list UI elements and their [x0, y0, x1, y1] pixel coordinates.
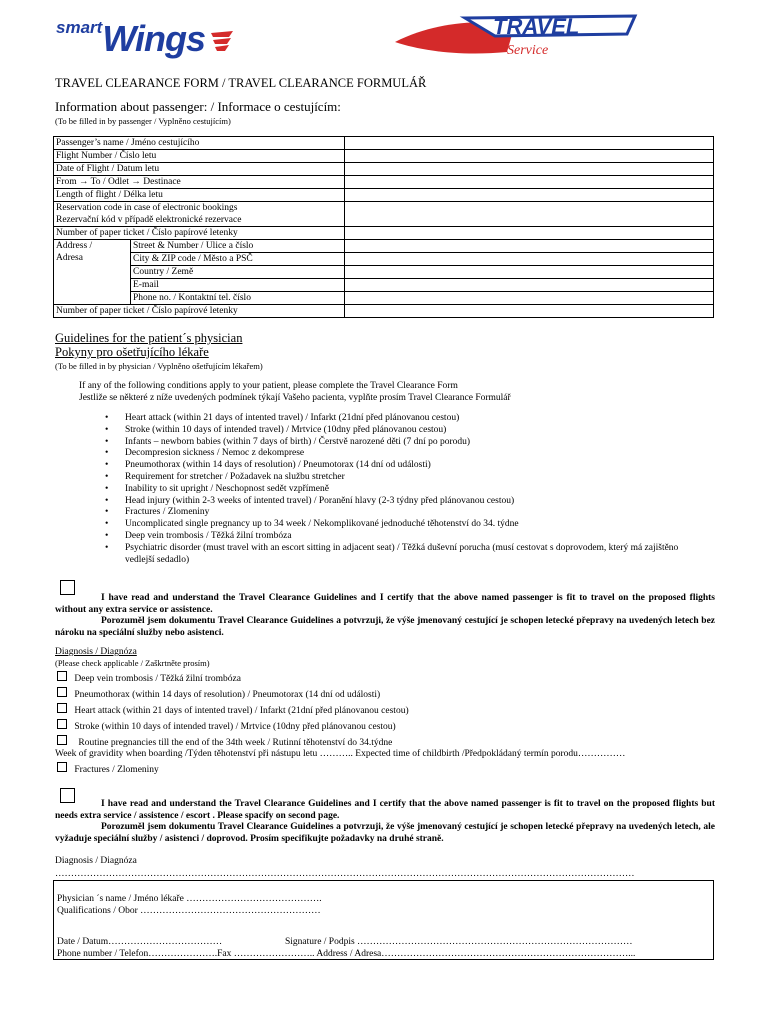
row-label: Phone no. / Kontaktní tel. číslo — [131, 292, 345, 305]
flight-date-field[interactable] — [345, 163, 714, 176]
travel-service-logo — [395, 12, 645, 62]
smartwings-logo-small: smart — [56, 18, 103, 37]
row-label: Number of paper ticket / Číslo papírové letenky — [54, 227, 345, 240]
list-item: • Infants – newborn babies (within 7 days of birth) / Čerstvě narozené děti (7 dní po porodu) — [105, 437, 705, 449]
email-field[interactable] — [345, 279, 714, 292]
travel-logo-main-text: TRAVEL — [493, 14, 580, 39]
address-label — [54, 240, 131, 305]
table-row — [54, 163, 714, 176]
diagnosis-item-label: Stroke (within 10 days of intended travel) / Mrtvice (10dny před plánovanou cestou) — [74, 722, 396, 732]
physician-heading-cz: Pokyny pro ošetřujícího lékaře — [55, 345, 209, 359]
table-row — [54, 176, 714, 189]
certification-2-en: I have read and understand the Travel Clearance Guidelines and I certify that the above named passenger is fit to travel on the proposed flights but needs extra service / assistence / escort . Please spacify on second page. — [55, 799, 715, 821]
address-label-line: Address / — [56, 241, 93, 251]
list-item: • Fractures / Zlomeniny — [105, 507, 705, 519]
travel-service-logo-swoosh — [395, 12, 645, 62]
diagnosis-item-3 — [57, 703, 409, 717]
passenger-note: (To be filled in by passenger / Vyplněno cestujícím) — [55, 116, 231, 126]
flight-number-field[interactable] — [345, 150, 714, 163]
passenger-name-field[interactable] — [345, 137, 714, 150]
phone-field[interactable] — [345, 292, 714, 305]
table-row — [54, 150, 714, 163]
physician-signature-box — [53, 880, 714, 960]
row-label: Date of Flight / Datum letu — [54, 163, 345, 176]
passenger-heading — [55, 99, 341, 126]
list-item: • Psychiatric disorder (must travel with an escort sitting in adjacent seat) / Těžká duševní porucha (musí cestovat s doprovodem, který má zajištěno vedlejší sedadlo) — [105, 543, 705, 567]
checkbox[interactable] — [57, 687, 67, 697]
certification-2 — [55, 799, 715, 845]
diagnosis-item-6 — [57, 762, 159, 776]
country-field[interactable] — [345, 266, 714, 279]
diagnosis-item-label: Deep vein trombosis / Těžká žilní trombóza — [74, 674, 241, 684]
physician-intro-en: If any of the following conditions apply to your patient, please complete the Travel Clearance Form — [79, 381, 458, 391]
diagnosis-free — [55, 855, 715, 881]
certification-1 — [55, 593, 715, 639]
date-line[interactable]: Date / Datum……………………………… — [57, 937, 223, 947]
diagnosis-item-label: Pneumothorax (within 14 days of resolution) / Pneumotorax (14 dní od události) — [74, 690, 381, 700]
smartwings-logo-big: Wings — [102, 18, 205, 59]
table-row — [54, 292, 714, 305]
city-field[interactable] — [345, 253, 714, 266]
list-item: • Stroke (within 10 days of intended travel) / Mrtvice (10dny před plánovanou cestou) — [105, 425, 705, 437]
form-title: TRAVEL CLEARANCE FORM / TRAVEL CLEARANCE FORMULÁŘ — [55, 76, 427, 90]
passenger-heading-text: Information about passenger: / Informace o cestujícím: — [55, 99, 341, 114]
physician-note: (To be filled in by physician / Vyplněno ošetřujícím lékařem) — [55, 361, 263, 371]
physician-name-line[interactable]: Physician ´s name / Jméno lékaře ……………………………………. — [57, 894, 322, 904]
street-field[interactable] — [345, 240, 714, 253]
list-item: • Pneumothorax (within 14 days of resolution) / Pneumotorax (14 dní od události) — [105, 460, 705, 472]
paper-ticket-field-2[interactable] — [345, 305, 714, 318]
checkbox[interactable] — [57, 719, 67, 729]
physician-intro-cz: Jestliže se některé z níže uvedených podmínek týkají Vašeho pacienta, vyplňte prosím Travel Clearance Formulář — [79, 392, 511, 403]
diagnosis-item-2 — [57, 687, 380, 701]
row-label-line: Reservation code in case of electronic bookings — [56, 203, 238, 213]
list-item: • Inability to sit upright / Neschopnost sedět vzpřímeně — [105, 484, 705, 496]
table-row — [54, 240, 714, 253]
row-label — [54, 202, 345, 227]
physician-heading — [55, 331, 242, 359]
table-row — [54, 253, 714, 266]
list-item: • Uncomplicated single pregnancy up to 34 week / Nekomplikované jednoduché těhotenství do 34. týdne — [105, 519, 705, 531]
diagnosis-item-4 — [57, 719, 396, 733]
table-row — [54, 137, 714, 150]
flight-length-field[interactable] — [345, 189, 714, 202]
checkbox[interactable] — [57, 671, 67, 681]
row-label: Street & Number / Ulice a číslo — [131, 240, 345, 253]
diagnosis-item-label: Heart attack (within 21 days of intented travel) / Infarkt (21dní před plánovanou cestou) — [74, 706, 409, 716]
list-item: • Head injury (within 2-3 weeks of intented travel) / Poranění hlavy (2-3 týdny před plánovanou cestou) — [105, 496, 705, 508]
row-label: Number of paper ticket / Číslo papírové letenky — [54, 305, 345, 318]
row-label: Length of flight / Délka letu — [54, 189, 345, 202]
table-row — [54, 279, 714, 292]
travel-logo-sub-text: Service — [507, 43, 549, 58]
table-row — [54, 305, 714, 318]
diagnosis-item-5 — [57, 735, 392, 749]
row-label: City & ZIP code / Město a PSČ — [131, 253, 345, 266]
row-label: From → To / Odlet → Destinace — [54, 176, 345, 189]
diagnosis-item-1 — [57, 671, 241, 685]
table-row — [54, 189, 714, 202]
checkbox[interactable] — [57, 735, 67, 745]
row-label: Flight Number / Číslo letu — [54, 150, 345, 163]
row-label: Passenger’s name / Jméno cestujícího — [54, 137, 345, 150]
checkbox[interactable] — [57, 703, 67, 713]
address-label-line: Adresa — [56, 253, 83, 263]
phone-fax-address-line[interactable]: Phone number / Telefon………………….Fax …………………….. Address / Adresa……………………………………………………………………... — [57, 949, 636, 959]
row-label: Country / Země — [131, 266, 345, 279]
row-label-line: Rezervační kód v případě elektronické rezervace — [56, 215, 242, 225]
diagnosis-heading: Diagnosis / Diagnóza — [55, 647, 137, 657]
paper-ticket-field[interactable] — [345, 227, 714, 240]
table-row — [54, 266, 714, 279]
certification-1-en: I have read and understand the Travel Clearance Guidelines and I certify that the above named passenger is fit to travel on the proposed flights without any extra service or assistence. — [55, 593, 715, 615]
row-label: E-mail — [131, 279, 345, 292]
pregnancy-line: Week of gravidity when boarding /Týden těhotenství při nástupu letu ……….. Expected time of childbirth /Předpokládaný termín porodu…………… — [55, 749, 626, 759]
list-item: • Deep vein trombosis / Těžká žilní trombóza — [105, 531, 705, 543]
qualifications-line[interactable]: Qualifications / Obor ………………………………………………… — [57, 906, 321, 916]
physician-heading-en: Guidelines for the patient´s physician — [55, 331, 243, 345]
passenger-table — [53, 136, 714, 318]
physician-intro — [79, 381, 511, 404]
list-item: • Requirement for stretcher / Požadavek na službu stretcher — [105, 472, 705, 484]
reservation-code-field[interactable] — [345, 202, 714, 227]
diagnosis-free-dots[interactable]: ………………………………………………………………………………………………………………………………………………………………… — [55, 869, 635, 879]
certification-1-cz: Porozuměl jsem dokumentu Travel Clearance Guidelines a potvrzuji, že výše jmenovaný cestující je schopen letecké přepravy na uvedených letech bez nároku na speciální služby nebo asistenci. — [55, 616, 715, 638]
diagnosis-item-label: Fractures / Zlomeniny — [74, 765, 159, 775]
diagnosis-free-label: Diagnosis / Diagnóza — [55, 856, 137, 866]
smartwings-logo-wings-mark — [209, 29, 235, 55]
diagnosis-checklist-heading — [55, 647, 210, 669]
list-item: • Decompresion sickness / Nemoc z dekomprese — [105, 448, 705, 460]
signature-line[interactable]: Signature / Podpis …………………………………………………………………………… — [285, 937, 633, 947]
list-item: • Heart attack (within 21 days of intented travel) / Infarkt (21dní před plánovanou cestou) — [105, 413, 705, 425]
conditions-list — [105, 413, 705, 566]
diagnosis-item-label: Routine pregnancies till the end of the 34th week / Rutinní těhotenství do 34.týdne — [78, 738, 393, 748]
table-row — [54, 202, 714, 227]
diagnosis-note: (Please check applicable / Zaškrtněte prosím) — [55, 658, 210, 668]
checkbox[interactable] — [57, 762, 67, 772]
table-row — [54, 227, 714, 240]
certification-2-cz: Porozuměl jsem dokumentu Travel Clearance Guidelines a potvrzuji, že výše jmenovaný cestující je schopen letecké přepravy na uvedených letech, ale vyžaduje speciální služby / asistenci / doprovod. Prosím specifikujte požadavky na druhé straně. — [55, 822, 715, 844]
route-field[interactable] — [345, 176, 714, 189]
smartwings-logo — [56, 18, 235, 60]
